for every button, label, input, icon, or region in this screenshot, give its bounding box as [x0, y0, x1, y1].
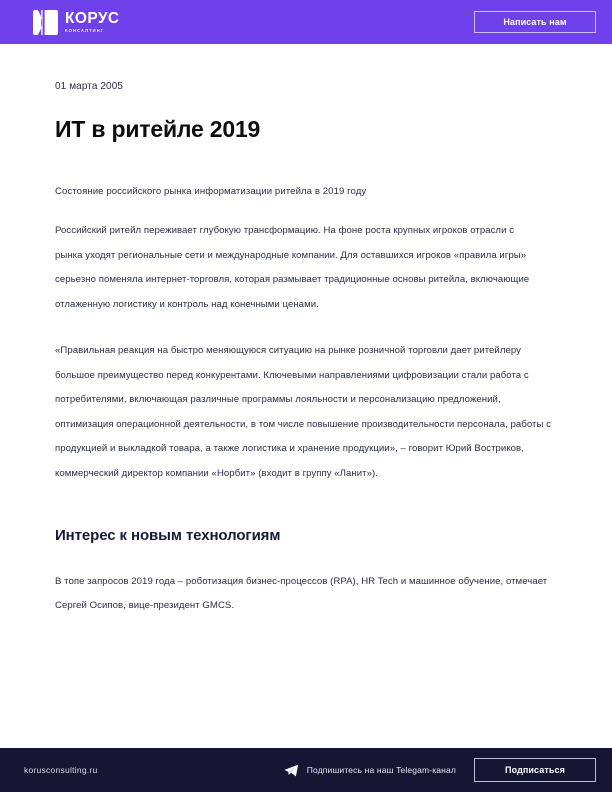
- article-paragraph: В топе запросов 2019 года – роботизация бизнес-процессов (RPA), HR Tech и машинное обучение, отмечает Сергей Осипов, вице-президент GMCS.: [55, 575, 548, 612]
- contact-us-button[interactable]: Написать нам: [474, 11, 596, 33]
- site-footer: [0, 748, 612, 792]
- telegram-label: Подпишитесь на наш Telegam-канал: [306, 765, 456, 775]
- section-heading: Интерес к новым технологиям: [55, 526, 281, 544]
- telegram-promo[interactable]: [284, 764, 456, 777]
- korus-logo-wordmark: [65, 11, 120, 33]
- article-date: 01 марта 2005: [55, 81, 124, 92]
- korus-logo-mark-icon: [33, 10, 58, 35]
- subscribe-button[interactable]: Подписаться: [474, 758, 596, 782]
- article-paragraph: Российский ритейл переживает глубокую трансформацию. На фоне роста крупных игроков отрасли с рынка уходят региональные сети и международные компании. Для оставшихся игроков «правила игры» серьезно поменяла интернет-торговля, которая размывает традиционные основы ритейла, включающие отлаженную логистику и контроль над конечными ценами.: [55, 225, 530, 310]
- logo-subtitle: КОНСАЛТИНГ: [65, 27, 105, 33]
- korus-logo[interactable]: [33, 10, 120, 35]
- page-title: ИТ в ритейле 2019: [55, 116, 261, 142]
- telegram-icon: [284, 764, 299, 777]
- footer-website-link[interactable]: korusconsulting.ru: [24, 765, 98, 775]
- site-header: [0, 0, 612, 44]
- article-content: [0, 44, 612, 748]
- article-lead: Состояние российского рынка информатизации ритейла в 2019 году: [55, 186, 367, 197]
- logo-title: КОРУС: [65, 9, 120, 27]
- article-paragraph: «Правильная реакция на быстро меняющуюся ситуацию на рынке розничной торговли дает ритейлеру большое преимущество перед конкурентами. Ключевыми направлениями цифровизации стали работа с потребителями, включающая различные программы лояльности и персонализацию предложений, оптимизация операционной деятельности, в том числе повышение производительности персонала, работы с продукцией и выкладкой товара, а также логистика и хранение продукции», – говорит Юрий Востриков, коммерческий директор компании «Норбит» (входит в группу «Ланит»).: [55, 345, 551, 479]
